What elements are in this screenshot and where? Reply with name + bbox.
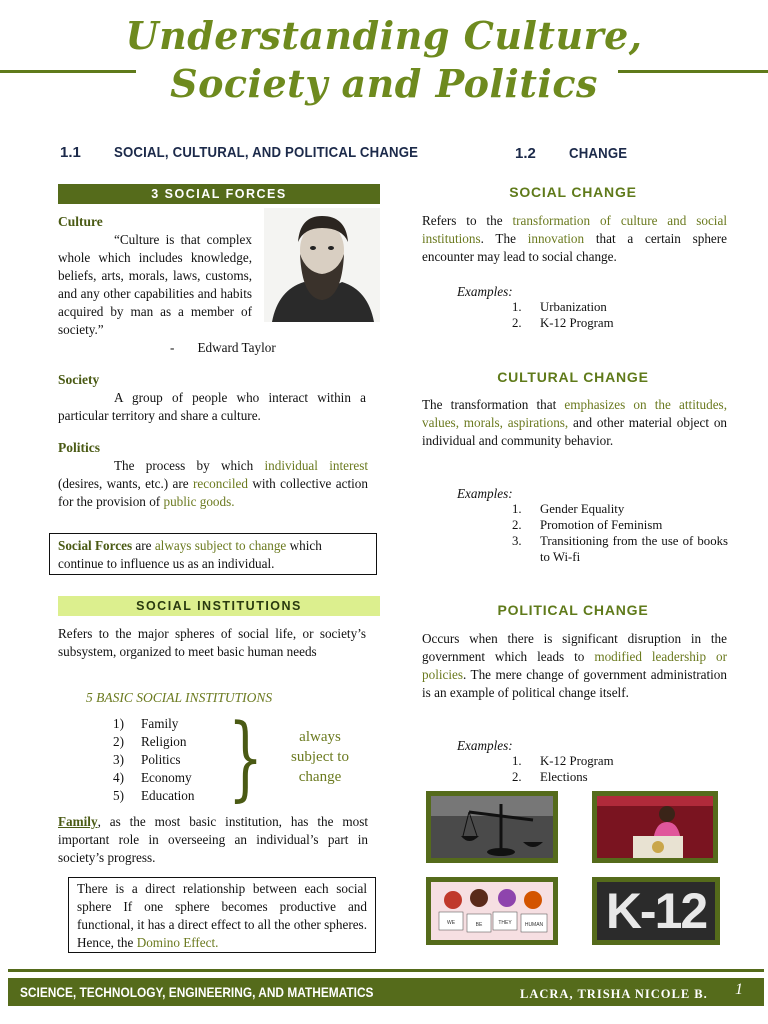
sign-text: THEY <box>498 920 512 926</box>
page-number: 1 <box>735 981 743 998</box>
culture-quote-text: “Culture is that complex whole which includes knowledge, beliefs, arts, morals, laws, customs, and any other capabilities and habits acquired by man as a member of society.” <box>58 232 252 337</box>
right-brace-icon: } <box>228 704 264 811</box>
political-change-text-part: Occurs when there is significant disruption in the government which leads to <box>422 631 727 664</box>
section-heading-right: CHANGE <box>569 145 628 162</box>
family-description: , as the most basic institution, has the most important role in overseeing an individual’s part in society’s progress. <box>58 814 368 865</box>
social-forces-term: Social Forces <box>58 538 133 553</box>
list-item-label: Education <box>141 788 195 803</box>
list-item <box>512 315 614 331</box>
politics-label: Politics <box>58 440 100 455</box>
cultural-change-text-part: and other material object on individual and community behavior. <box>422 415 728 448</box>
political-change-heading: POLITICAL CHANGE <box>497 602 649 618</box>
family-text <box>58 813 368 867</box>
cultural-change-heading: CULTURAL CHANGE <box>497 369 649 385</box>
politics-highlight-interest: individual interest <box>264 458 369 473</box>
social-change-text-part: Refers to the <box>422 213 513 228</box>
k12-logo-photo <box>592 877 720 945</box>
social-change-text-part: that a certain sphere encounter may lead to social change. <box>422 231 728 264</box>
edward-taylor-portrait <box>264 208 380 322</box>
political-change-examples-label: Examples: <box>457 738 513 753</box>
protest-signs-photo <box>426 877 558 945</box>
politics-highlight-reconciled: reconciled <box>193 476 248 491</box>
social-change-text-part: . The <box>480 231 528 246</box>
list-item <box>113 769 194 787</box>
justice-scales-photo <box>426 791 558 863</box>
basic-institutions-heading: 5 BASIC SOCIAL INSTITUTIONS <box>86 690 273 705</box>
footer-strand: SCIENCE, TECHNOLOGY, ENGINEERING, AND MATHEMATICS <box>20 984 374 1000</box>
domino-text: There is a direct relationship between each social sphere If one sphere becomes productive and functional, it has a direct effect to all the other spheres. Hence, the <box>77 881 367 950</box>
social-institutions-bar: SOCIAL INSTITUTIONS <box>58 596 380 616</box>
cultural-change-highlight: emphasizes on the attitudes, values, morals, aspirations, <box>422 397 727 430</box>
social-change-highlight-innovation: innovation <box>527 231 585 246</box>
list-item-label: K-12 Program <box>540 754 614 768</box>
list-item <box>512 517 728 533</box>
society-label: Society <box>58 372 100 387</box>
list-item-number: 1. <box>512 754 522 768</box>
cultural-change-text <box>422 396 727 450</box>
social-forces-text-part: are <box>132 538 155 553</box>
culture-author: - Edward Taylor <box>170 340 276 355</box>
institutions-text: Refers to the major spheres of social life, or society’s subsystem, organized to meet basic human needs <box>58 626 366 659</box>
footer-rule <box>8 969 764 972</box>
list-item-number: 3) <box>113 752 124 767</box>
section-heading-left: SOCIAL, CULTURAL, AND POLITICAL CHANGE <box>114 144 419 161</box>
list-item <box>113 751 194 769</box>
examples-label: Examples <box>457 738 509 753</box>
social-forces-bar: 3 SOCIAL FORCES <box>58 184 380 204</box>
podium-icon <box>597 796 713 858</box>
culture-quote <box>58 231 252 339</box>
list-item <box>512 753 614 769</box>
section-number-right: 1.2 <box>515 145 536 162</box>
page-title-line1: Understanding Culture, <box>125 13 643 58</box>
politics-text-part: with collective action for the provision of <box>58 476 368 509</box>
political-change-text-part: . The mere change of government administration is an example of political change itself. <box>422 667 727 700</box>
footer-author: LACRA, TRISHA NICOLE B. <box>520 987 708 1001</box>
list-item-number: 2. <box>512 770 522 784</box>
list-item <box>113 715 194 733</box>
cultural-change-examples-list <box>512 501 728 565</box>
list-item-number: 1. <box>512 502 522 516</box>
list-item-number: 2. <box>512 316 522 330</box>
sign-text: HUMAN <box>524 922 544 928</box>
list-item-label: Gender Equality <box>540 502 625 516</box>
portrait-illustration <box>264 208 380 322</box>
social-forces-box <box>49 533 377 575</box>
cultural-change-text-part: The transformation that <box>422 397 565 412</box>
speaker-podium-photo <box>592 791 718 863</box>
list-item-label: Elections <box>540 770 588 784</box>
scales-icon <box>431 796 553 858</box>
list-item <box>512 299 614 315</box>
list-item-label: Economy <box>141 770 192 785</box>
social-change-examples-label: Examples: <box>457 284 513 299</box>
social-change-text <box>422 212 727 266</box>
list-item <box>512 769 614 785</box>
culture-label: Culture <box>58 214 103 229</box>
list-item-number: 2. <box>512 518 522 532</box>
people-icon <box>431 882 553 940</box>
section-number-left: 1.1 <box>60 144 81 161</box>
list-item-label: Religion <box>141 734 187 749</box>
list-item-label: Family <box>141 716 179 731</box>
social-change-heading: SOCIAL CHANGE <box>509 184 637 200</box>
list-item-number: 2) <box>113 734 124 749</box>
domino-highlight: Domino Effect. <box>136 935 219 950</box>
domino-effect-box <box>68 877 376 953</box>
list-item-number: 1. <box>512 300 522 314</box>
sign-text: WE <box>446 920 456 926</box>
politics-text-part: The process by which <box>114 458 265 473</box>
examples-label: Examples <box>457 486 509 501</box>
k12-logo-text: K-12 <box>605 883 707 939</box>
sign-text: BE <box>475 922 483 928</box>
social-forces-highlight: always subject to change <box>154 538 287 553</box>
list-item <box>512 501 728 517</box>
list-item <box>113 787 194 805</box>
list-item <box>512 533 728 565</box>
page-title <box>0 12 768 108</box>
list-item-number: 1) <box>113 716 124 731</box>
list-item-label: Politics <box>141 752 181 767</box>
political-change-examples-list <box>512 753 614 785</box>
list-item-label: K-12 Program <box>540 316 614 330</box>
politics-text-part: (desires, wants, etc.) are <box>58 476 194 491</box>
society-text: A group of people who interact within a particular territory and share a culture. <box>58 390 366 423</box>
basic-institutions-list <box>113 715 194 805</box>
politics-highlight-public-goods: public goods. <box>163 494 235 509</box>
political-change-text <box>422 630 727 702</box>
social-change-highlight: transformation of culture and social institutions <box>422 213 727 246</box>
page-title-line2: Society and Politics <box>170 61 598 106</box>
list-item <box>113 733 194 751</box>
examples-label: Examples <box>457 284 509 299</box>
list-item-label: Promotion of Feminism <box>540 518 663 532</box>
list-item-number: 5) <box>113 788 124 803</box>
politics-text <box>58 457 368 511</box>
list-item-number: 4) <box>113 770 124 785</box>
social-change-examples-list <box>512 299 614 331</box>
cultural-change-examples-label: Examples: <box>457 486 513 501</box>
social-forces-text-part: which continue to influence us as an individual. <box>58 538 322 571</box>
list-item-number: 3. <box>512 534 522 548</box>
political-change-highlight: modified leadership or policies <box>422 649 727 682</box>
family-term: Family <box>58 814 98 829</box>
brace-annotation: always subject to change <box>291 729 349 785</box>
list-item-label: Transitioning from the use of books to Wi-fi <box>540 534 728 564</box>
list-item-label: Urbanization <box>540 300 607 314</box>
